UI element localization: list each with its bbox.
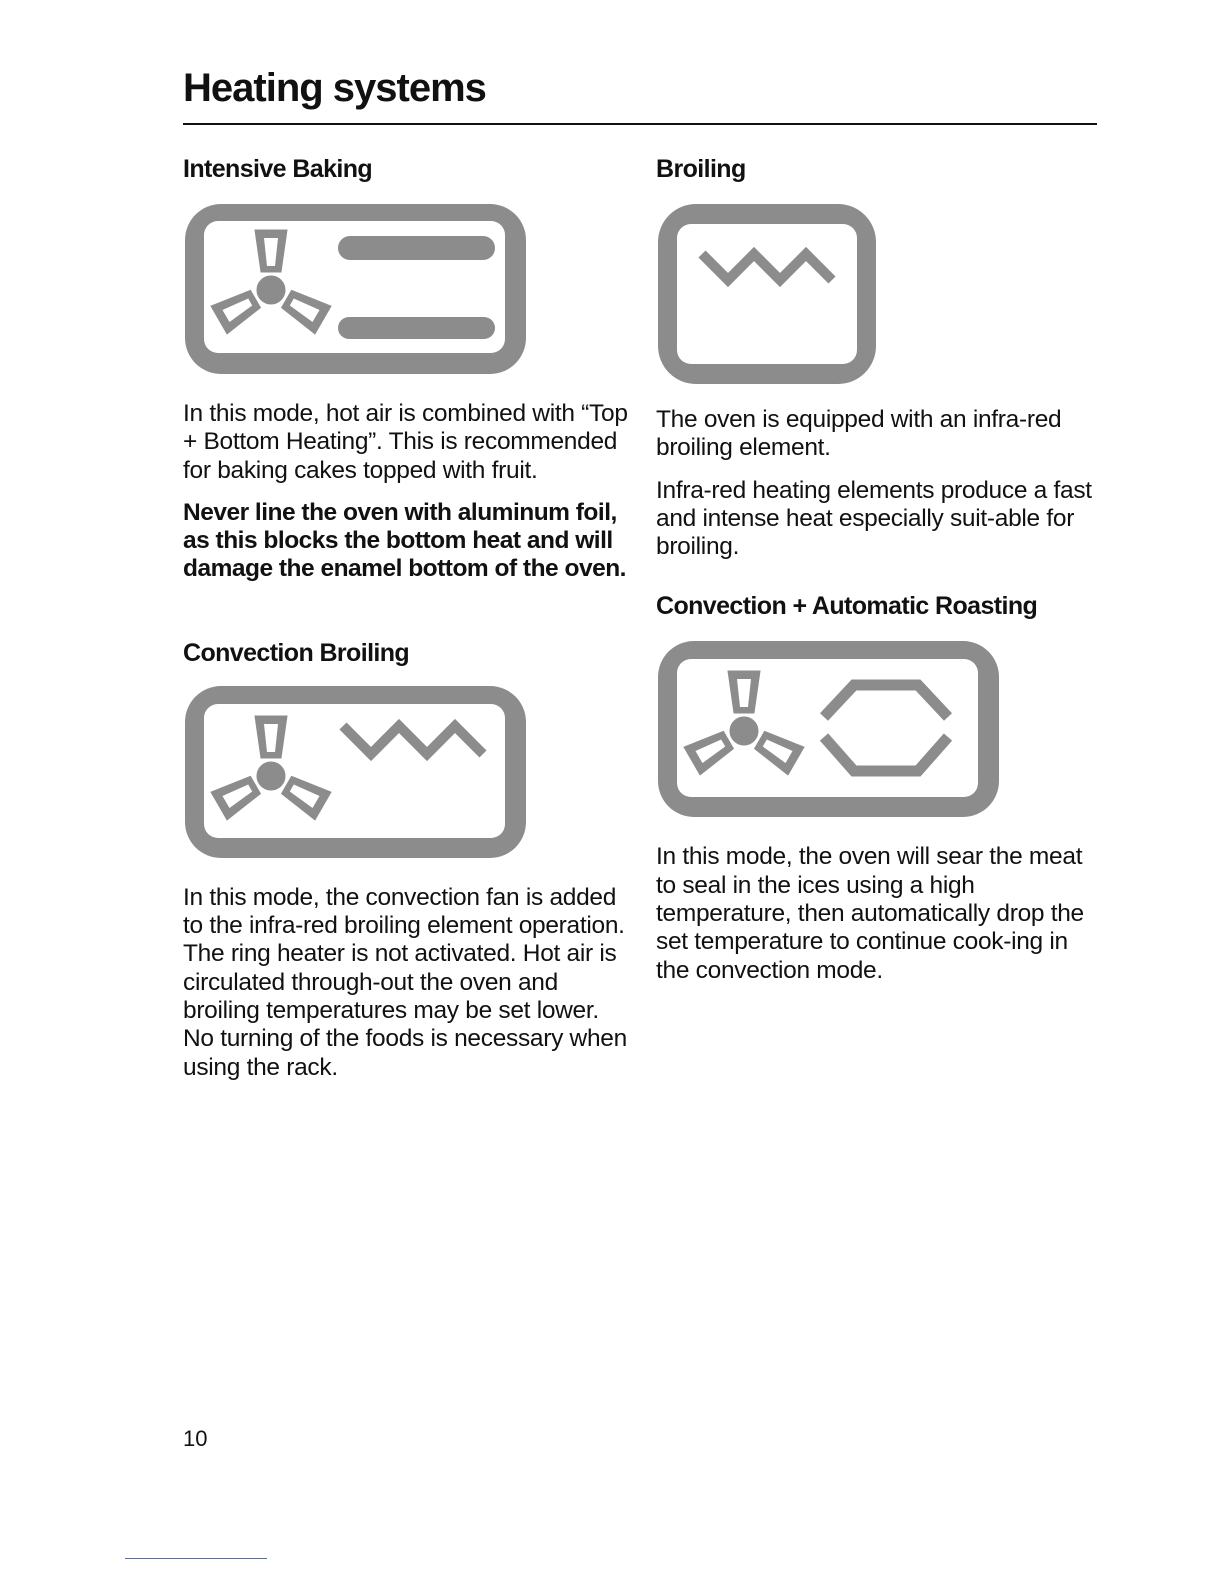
- footer-divider: [125, 1558, 267, 1559]
- section-body: In this mode, the convection fan is added to the infra-red broiling element operation. The ring heater is not activated. Hot air is circulated through-out the oven and broiling temperatures may be set lower. No turning of the foods is necessary when using the rack.: [183, 883, 627, 1081]
- section-convection-broiling: [183, 638, 633, 1082]
- fan-roasting-icon: [656, 639, 1002, 819]
- section-heading: Convection + Automatic Roasting: [656, 592, 1038, 621]
- section-broiling: [656, 154, 1106, 561]
- section-body: Infra-red heating elements produce a fast and intense heat especially suit-able for broiling.: [656, 476, 1092, 561]
- fan-top-bottom-heat-icon: [183, 202, 529, 378]
- section-body: The oven is equipped with an infra-red broiling element.: [656, 406, 1062, 462]
- section-body: In this mode, hot air is combined with “Top + Bottom Heating”. This is recommended for baking cakes topped with fruit.: [183, 400, 628, 484]
- fan-broil-icon: [183, 684, 529, 860]
- section-body: In this mode, the oven will sear the meat to seal in the ices using a high temperature, then automatically drop the set temperature to continue cook-ing in the convection mode.: [656, 843, 1084, 984]
- broil-element-icon: [656, 202, 880, 386]
- title-divider: [183, 123, 1097, 125]
- page-title: Heating systems: [183, 66, 486, 110]
- left-column: [183, 154, 633, 1082]
- section-heading: Broiling: [656, 155, 746, 183]
- right-column: [656, 154, 1106, 985]
- section-heading: Intensive Baking: [183, 155, 373, 183]
- page-number: 10: [183, 1426, 208, 1451]
- warning-text: Never line the oven with aluminum foil, as this blocks the bottom heat and will damage the enamel bottom of the oven.: [183, 498, 626, 583]
- section-intensive-baking: [183, 154, 633, 584]
- section-convection-roasting: [656, 591, 1106, 984]
- section-heading: Convection Broiling: [183, 638, 410, 667]
